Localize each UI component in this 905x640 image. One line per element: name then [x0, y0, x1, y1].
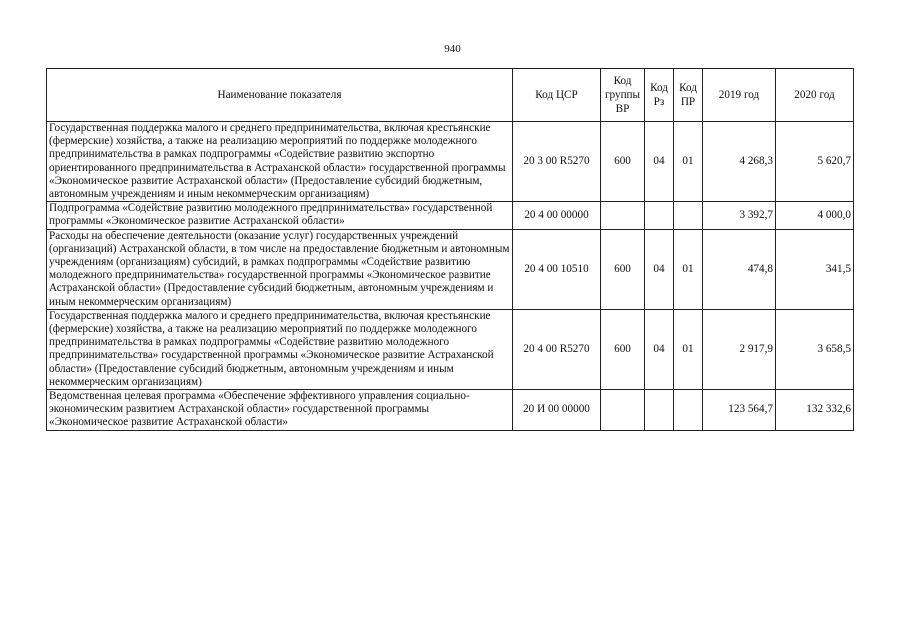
row-vr [601, 202, 645, 229]
row-name: Государственная поддержка малого и среднего предпринимательства, включая крестьянские (фермерские) хозяйства, а также на реализацию мероприятий по поддержке молодежного предпринимательства в рамках подпрограммы «Содействие развитию экспортно ориентированного предпринимательства в Астраханской области» государственной программы «Экономическое развитие Астраханской области» (Предоставление субсидий бюджетным, автономным учреждениям и иным некоммерческим организациям) [47, 122, 513, 202]
budget-table [46, 68, 854, 431]
row-csr: 20 3 00 R5270 [513, 122, 601, 202]
table-row [47, 390, 854, 431]
row-2020: 3 658,5 [776, 309, 854, 389]
row-2020: 341,5 [776, 229, 854, 309]
table-row [47, 202, 854, 229]
row-rz [645, 202, 674, 229]
row-2020: 5 620,7 [776, 122, 854, 202]
table-row [47, 122, 854, 202]
row-pr: 01 [674, 229, 703, 309]
row-2019: 2 917,9 [703, 309, 776, 389]
row-pr: 01 [674, 122, 703, 202]
row-rz: 04 [645, 229, 674, 309]
row-csr: 20 4 00 R5270 [513, 309, 601, 389]
row-vr: 600 [601, 122, 645, 202]
header-name: Наименование показателя [47, 69, 513, 122]
header-pr: Код ПР [674, 69, 703, 122]
row-pr [674, 202, 703, 229]
row-name: Государственная поддержка малого и среднего предпринимательства, включая крестьянские (фермерские) хозяйства, а также на реализацию мероприятий по поддержке молодежного предпринимательства в рамках подпрограммы «Содействие развитию молодежного предпринимательства» государственной программы «Экономическое развитие Астраханской области» (Предоставление субсидий бюджетным, автономным учреждениям и иным некоммерческим организациям) [47, 309, 513, 389]
row-vr: 600 [601, 229, 645, 309]
row-2020: 132 332,6 [776, 390, 854, 431]
header-2020: 2020 год [776, 69, 854, 122]
row-rz: 04 [645, 122, 674, 202]
row-2019: 4 268,3 [703, 122, 776, 202]
row-name: Подпрограмма «Содействие развитию молодежного предпринимательства» государственной программы «Экономическое развитие Астраханской области» [47, 202, 513, 229]
row-name: Расходы на обеспечение деятельности (оказание услуг) государственных учреждений (организаций) Астраханской области, в том числе на предоставление бюджетным и автономным учреждениям (организациям) субсидий, в рамках подпрограммы «Содействие развитию молодежного предпринимательства» государственной программы «Экономическое развитие Астраханской области» (Предоставление субсидий бюджетным, автономным учреждениям и иным некоммерческим организациям) [47, 229, 513, 309]
page-number: 940 [444, 43, 461, 55]
row-2020: 4 000,0 [776, 202, 854, 229]
header-csr: Код ЦСР [513, 69, 601, 122]
header-vr: Код группы ВР [601, 69, 645, 122]
table-row [47, 309, 854, 389]
row-csr: 20 4 00 00000 [513, 202, 601, 229]
row-name: Ведомственная целевая программа «Обеспечение эффективного управления социально-экономическим развитием Астраханской области» государственной программы «Экономическое развитие Астраханской области» [47, 390, 513, 431]
header-rz: Код Рз [645, 69, 674, 122]
row-2019: 3 392,7 [703, 202, 776, 229]
header-2019: 2019 год [703, 69, 776, 122]
row-pr [674, 390, 703, 431]
row-pr: 01 [674, 309, 703, 389]
row-csr: 20 И 00 00000 [513, 390, 601, 431]
row-2019: 474,8 [703, 229, 776, 309]
table-row [47, 229, 854, 309]
row-rz: 04 [645, 309, 674, 389]
row-csr: 20 4 00 10510 [513, 229, 601, 309]
row-rz [645, 390, 674, 431]
row-2019: 123 564,7 [703, 390, 776, 431]
row-vr: 600 [601, 309, 645, 389]
row-vr [601, 390, 645, 431]
table-header-row [47, 69, 854, 122]
